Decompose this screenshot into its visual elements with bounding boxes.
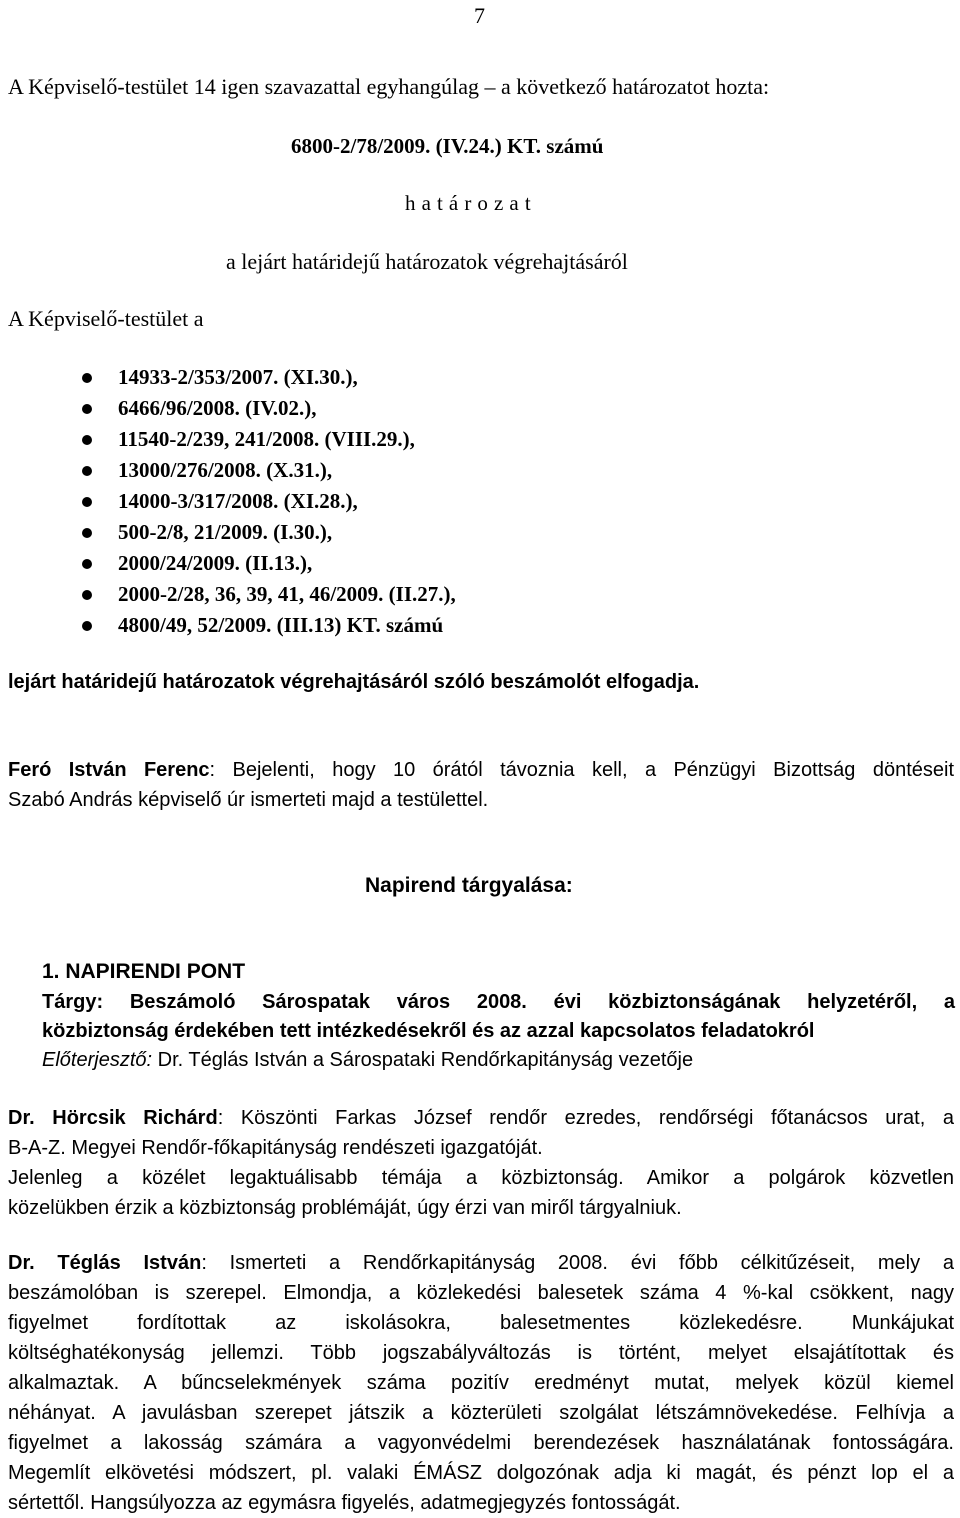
resolution-title: h a t á r o z a t bbox=[405, 191, 532, 215]
intro-sentence: A Képviselő-testület 14 igen szavazattal egyhangúlag – a következő határozatot hozta: bbox=[8, 74, 770, 99]
bullet-icon bbox=[82, 497, 92, 507]
decision-text: lejárt határidejű határozatok végrehajtásáról szóló beszámolót elfogadja. bbox=[8, 671, 700, 693]
teglas-paragraph: Dr. Téglás István: Ismerteti a Rendőrkapitányság 2008. évi főbb célkitűzéseit, mely a beszámolóban is szerepel. Elmondja, a közlekedési balesetek száma 4 %-kal csökkent, nagy figyelmet fordítottak az iskolásokra, balesetmentes közlekedésre. Munkájukat költséghatékonyság jellemzi. Több jogszabályváltozás is történt, melyet elsajátítottak és alkalmaztak. A bűncselekmények száma pozitív eredményt mutat, melyek közül kiemel néhányat. A javulásban szerepet játszik a közterületi szolgálat létszámnövekedése. Felhívja a figyelmet a lakosság számára a vagyonvédelmi berendezések használatának fontosságára. Megemlít elkövetési módszert, pl. valaki ÉMÁSZ dolgozónak adja ki magát, és pénzt lop el a sértettől. Hangsúlyozza az egymásra figyelés, adatmegjegyzés fontosságát. bbox=[8, 1252, 954, 1514]
bullet-icon bbox=[82, 590, 92, 600]
page-number: 7 bbox=[474, 3, 485, 28]
resolution-number: 6800-2/78/2009. (IV.24.) KT. számú bbox=[291, 134, 604, 158]
agenda-point: 1. NAPIRENDI PONT bbox=[42, 960, 246, 983]
fero-paragraph: Feró István Ferenc: Bejelenti, hogy 10 órától távoznia kell, a Pénzügyi Bizottság döntéseit Szabó András képviselő úr ismerteti majd a testülettel. bbox=[8, 759, 954, 811]
bullet-icon bbox=[82, 528, 92, 538]
document-page: 7 A Képviselő-testület 14 igen szavazattal egyhangúlag – a következő határozatot hozta: 6800-2/78/2009. (IV.24.) KT. számú h a t á r o z a t a lejárt határidejű határozatok végrehajtásáról A Képviselő-testület a 14933-2/353/2007. (XI.30.), 6466/96/2008. (IV.02.), 11540-2/239, 241/2008. (VIII.29.), 13000/276/2008. (X.31.), 14000-3/317/2008. (XI.28.), 500-2/8, 21/2009. (I.30.), 2000/24/2009. (II.13.), 2000-2/28, 36, 39, 41, 46/2009. (II.27.), 4800/49, 52/2009. (III.13) KT. számú lejárt határidejű határozatok végrehajtásáról szóló beszámolót elfogadja. Feró István Ferenc: Bejelenti, hogy 10 órától távoznia kell, a Pénzügyi Bizottság döntéseit Szabó András képviselő úr ismerteti majd a testülettel. Napirend tárgyalása: 1. NAPIRENDI PONT Tárgy: Beszámoló Sárospatak város 2008. évi közbiztonságának helyzetéről, a közbiztonság érdekében tett intézkedésekről és az azzal kapcsolatos feladatokról Előterjesztő: Dr. Téglás István a Sárospataki Rendőrkapitányság vezetője Dr. Hörcsik Richárd: Köszönti Farkas József rendőr ezredes, rendőrségi főtanácsos urat, a B-A-Z. Megyei Rendőr-főkapitányság rendészeti igazgatóját. Jelenleg a közélet legaktuálisabb témája a közbiztonság. Amikor a polgárok közvetlen közelükben érzik a közbiztonság problémáját, úgy érzi van miről tárgyalniuk. Dr. Téglás István: Ismerteti a Rendőrkapitányság 2008. évi főbb célkitűzéseit, mely a beszámolóban is szerepel. Elmondja, a közlekedési balesetek száma 4 %-kal csökkent, nagy figyelmet fordítottak az iskolásokra, balesetmentes közlekedésre. Munkájukat költséghatékonyság jellemzi. Több jogszabályváltozás is történt, melyet elsajátítottak és alkalmaztak. A bűncselekmények száma pozitív eredményt mutat, melyek közül kiemel néhányat. A javulásban szerepet játszik a közterületi szolgálat létszámnövekedése. Felhívja a figyelmet a lakosság számára a vagyonvédelmi berendezések használatának fontosságára. Megemlít elkövetési módszert, pl. valaki ÉMÁSZ dolgozónak adja ki magát, és pénzt lop el a sértettől. Hangsúlyozza az egymásra figyelés, adatmegjegyzés fontosságát. bbox=[0, 0, 960, 1509]
presenter-label: Előterjesztő: bbox=[42, 1049, 153, 1071]
speaker-name: Dr. Hörcsik Richárd bbox=[8, 1107, 218, 1129]
horcsik-paragraph: Dr. Hörcsik Richárd: Köszönti Farkas József rendőr ezredes, rendőrségi főtanácsos urat, a B-A-Z. Megyei Rendőr-főkapitányság rendészeti igazgatóját. Jelenleg a közélet legaktuálisabb témája a közbiztonság. Amikor a polgárok közvetlen közelükben érzik a közbiztonság problémáját, úgy érzi van miről tárgyalniuk. bbox=[8, 1107, 955, 1219]
bullet-icon bbox=[82, 404, 92, 414]
bullet-icon bbox=[82, 373, 92, 383]
bullet-icon bbox=[82, 621, 92, 631]
bullet-icon bbox=[82, 466, 92, 476]
bullet-icon bbox=[82, 559, 92, 569]
speaker-name: Dr. Téglás István bbox=[8, 1252, 202, 1274]
speaker-name: Feró István Ferenc bbox=[8, 759, 210, 781]
agenda-heading: Napirend tárgyalása: bbox=[365, 874, 573, 897]
agenda-topic: Tárgy: Beszámoló Sárospatak város 2008. évi közbiztonságának helyzetéről, a közbiztonság érdekében tett intézkedésekről és az azzal kapcsolatos feladatokról Előterjesztő: Dr. Téglás István a Sárospataki Rendőrkapitányság vezetője bbox=[42, 991, 955, 1071]
resolution-subtitle: a lejárt határidejű határozatok végrehajtásáról bbox=[226, 249, 628, 274]
bullet-icon bbox=[82, 435, 92, 445]
testulet-line: A Képviselő-testület a bbox=[8, 306, 204, 331]
